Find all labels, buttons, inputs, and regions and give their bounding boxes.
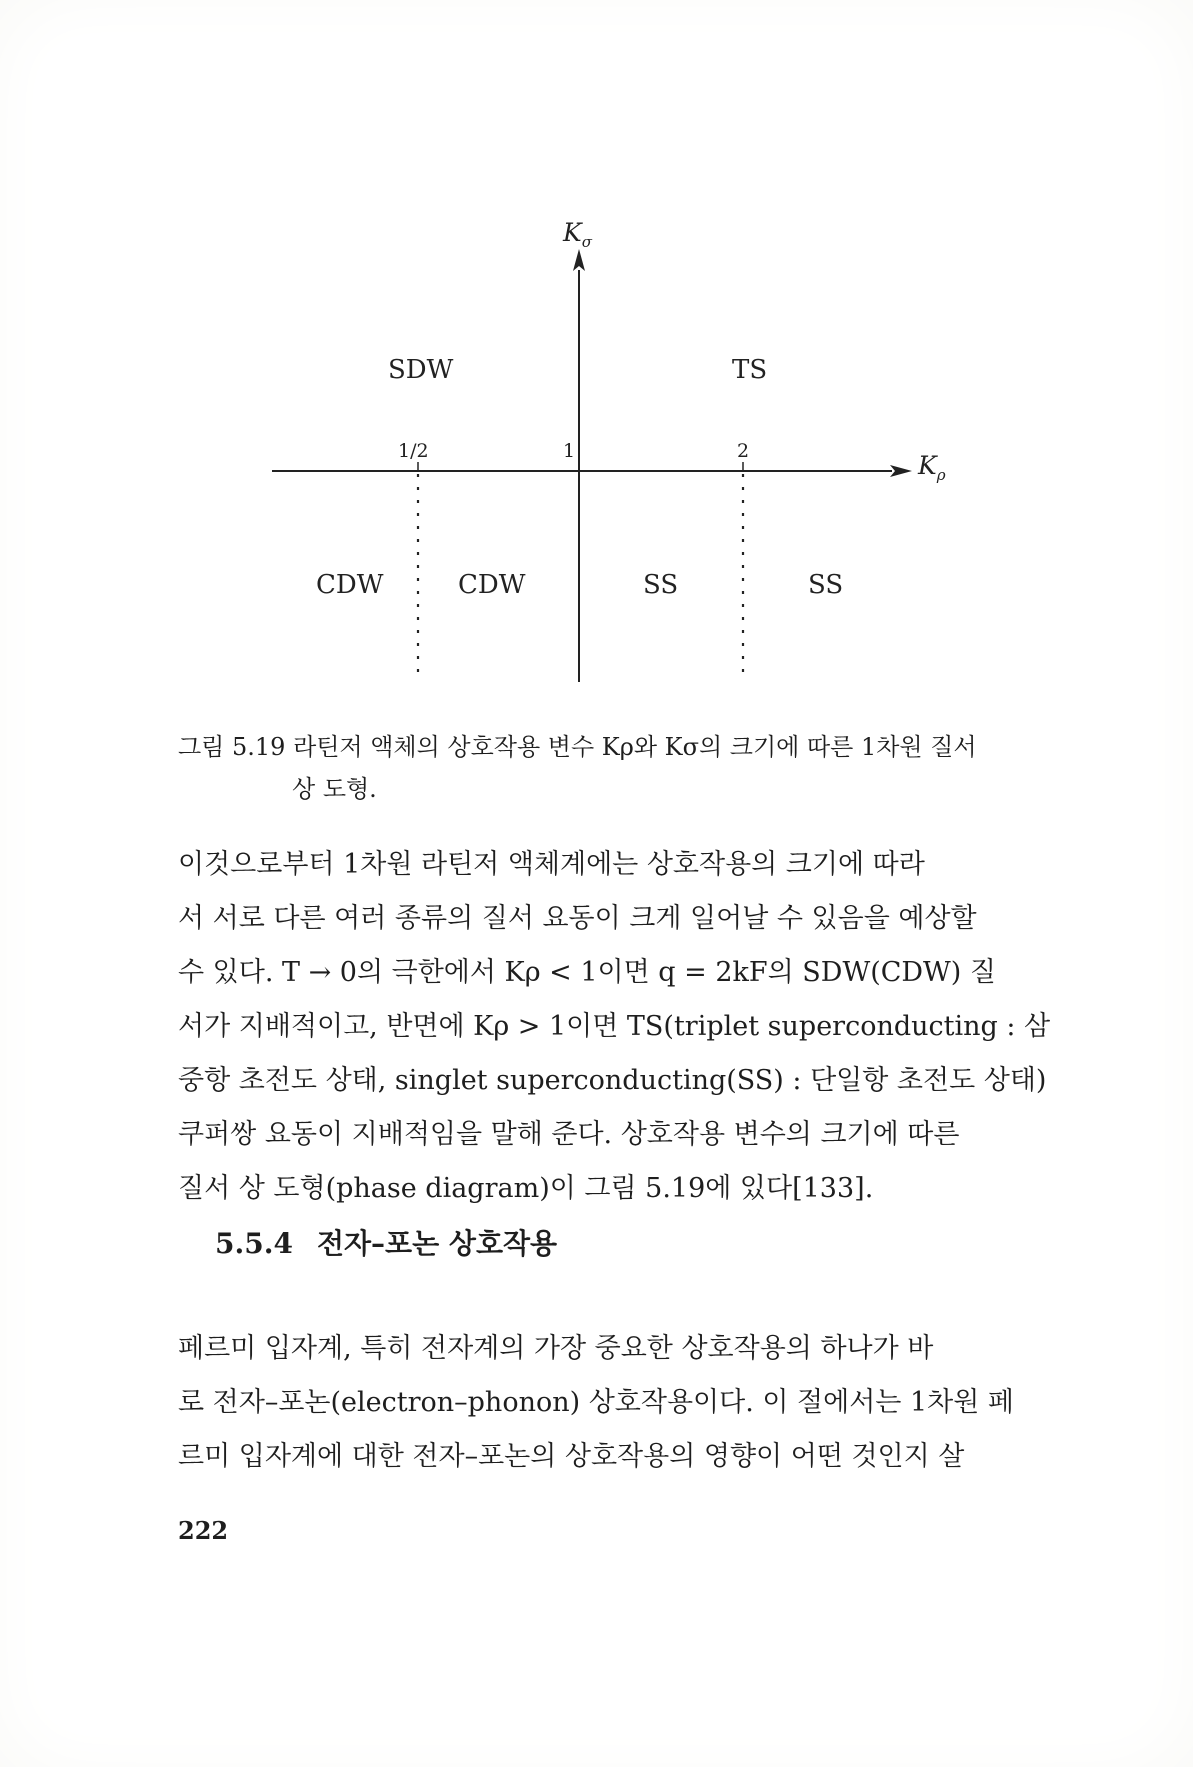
tick-label-two: 2 — [737, 440, 750, 462]
body-paragraph-2 — [178, 1322, 1058, 1484]
region-label-ss-right: SS — [808, 570, 844, 600]
caption-line-1: 그림 5.19 라틴저 액체의 상호작용 변수 Kρ와 Kσ의 크기에 따른 1차원 질서 — [178, 733, 977, 761]
section-title: 전자–포논 상호작용 — [316, 1227, 558, 1260]
paragraph-line: 르미 입자계에 대한 전자–포논의 상호작용의 영향이 어떤 것인지 살 — [178, 1441, 965, 1472]
section-number: 5.5.4 — [215, 1227, 293, 1260]
region-label-cdw-right: CDW — [458, 570, 526, 600]
tick-label-half: 1/2 — [398, 440, 429, 462]
paragraph-line: 수 있다. T → 0의 극한에서 Kρ < 1이면 q = 2kF의 SDW(CDW) 질 — [178, 957, 996, 988]
caption-line-2: 상 도형. — [292, 775, 377, 803]
figure-caption — [178, 726, 1058, 810]
region-label-ts: TS — [732, 355, 768, 385]
phase-diagram-figure — [0, 0, 1193, 720]
page-number: 222 — [178, 1516, 229, 1545]
paragraph-line: 서가 지배적이고, 반면에 Kρ > 1이면 TS(triplet superconducting : 삼 — [178, 1011, 1051, 1042]
x-axis-arrow — [890, 465, 912, 477]
paragraph-line: 질서 상 도형(phase diagram)이 그림 5.19에 있다[133]. — [178, 1173, 874, 1204]
phase-diagram-svg — [0, 0, 1193, 720]
paragraph-line: 페르미 입자계, 특히 전자계의 가장 중요한 상호작용의 하나가 바 — [178, 1333, 934, 1364]
y-axis-label: $K_\sigma$ — [563, 218, 592, 251]
section-heading — [215, 1222, 557, 1262]
paragraph-line: 로 전자–포논(electron–phonon) 상호작용이다. 이 절에서는 1차원 페 — [178, 1387, 1014, 1418]
paragraph-line: 쿠퍼쌍 요동이 지배적임을 말해 준다. 상호작용 변수의 크기에 따른 — [178, 1119, 960, 1150]
region-label-sdw: SDW — [388, 355, 454, 385]
paragraph-line: 중항 초전도 상태, singlet superconducting(SS) : 단일항 초전도 상태) — [178, 1065, 1047, 1096]
paragraph-line: 이것으로부터 1차원 라틴저 액체계에는 상호작용의 크기에 따라 — [178, 849, 925, 880]
region-label-cdw-left: CDW — [316, 570, 384, 600]
tick-label-one: 1 — [563, 440, 576, 462]
body-paragraph-1 — [178, 838, 1058, 1216]
x-axis-label: $K_\rho$ — [918, 451, 946, 484]
paragraph-line: 서 서로 다른 여러 종류의 질서 요동이 크게 일어날 수 있음을 예상할 — [178, 903, 977, 934]
y-axis-arrow — [573, 249, 585, 271]
region-label-ss-left: SS — [643, 570, 679, 600]
